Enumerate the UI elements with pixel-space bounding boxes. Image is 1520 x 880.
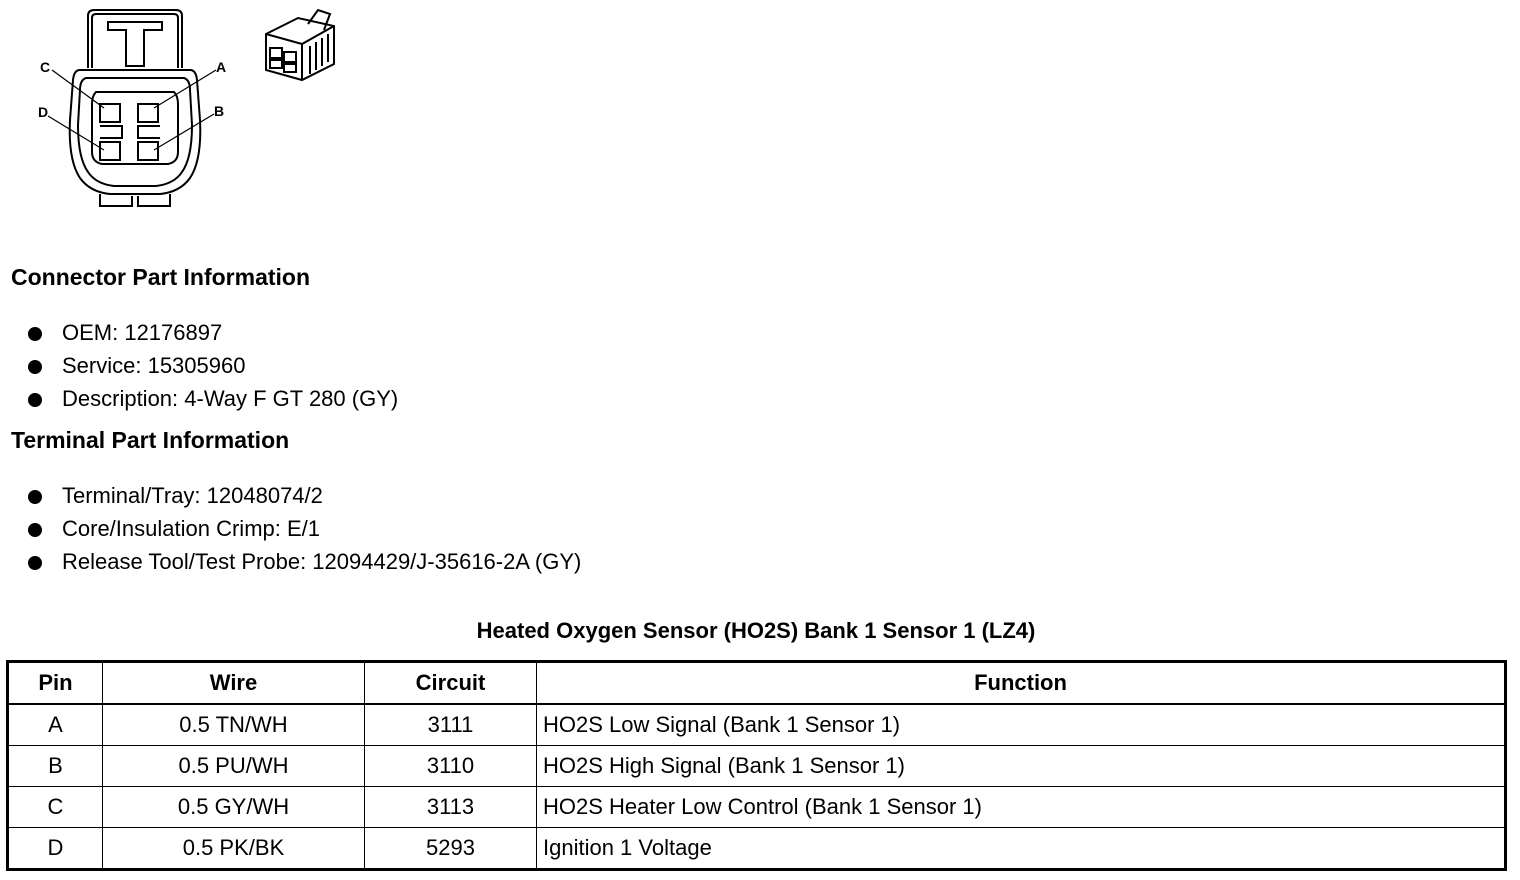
bullet-icon — [28, 523, 42, 537]
list-item: Description: 4-Way F GT 280 (GY) — [28, 386, 398, 419]
cell-circuit: 3113 — [365, 787, 537, 828]
cell-wire: 0.5 GY/WH — [103, 787, 365, 828]
connector-info-list — [28, 320, 398, 419]
bullet-icon — [28, 556, 42, 570]
cell-circuit: 3111 — [365, 704, 537, 746]
pin-label-a: A — [216, 59, 227, 75]
table-row — [8, 704, 1506, 746]
cell-function: HO2S Heater Low Control (Bank 1 Sensor 1) — [537, 787, 1506, 828]
cell-circuit: 5293 — [365, 828, 537, 870]
pin-table — [6, 660, 1507, 871]
list-item: Terminal/Tray: 12048074/2 — [28, 483, 581, 516]
header-wire: Wire — [103, 662, 365, 705]
header-circuit: Circuit — [365, 662, 537, 705]
cell-function: HO2S High Signal (Bank 1 Sensor 1) — [537, 746, 1506, 787]
bullet-icon — [28, 490, 42, 504]
cell-pin: D — [8, 828, 103, 870]
list-item: Release Tool/Test Probe: 12094429/J-35616-2A (GY) — [28, 549, 581, 582]
table-header-row — [8, 662, 1506, 705]
pin-label-b: B — [214, 103, 225, 119]
cell-pin: C — [8, 787, 103, 828]
terminal-info-title: Terminal Part Information — [11, 427, 290, 453]
bullet-icon — [28, 360, 42, 374]
table-row — [8, 787, 1506, 828]
pin-label-d: D — [38, 104, 49, 120]
table-title: Heated Oxygen Sensor (HO2S) Bank 1 Sensor 1 (LZ4) — [476, 618, 1036, 643]
pin-label-c: C — [40, 59, 51, 75]
bullet-icon — [28, 327, 42, 341]
connector-info-title: Connector Part Information — [11, 264, 311, 290]
bullet-icon — [28, 393, 42, 407]
terminal-info-list — [28, 483, 581, 582]
list-item: Service: 15305960 — [28, 353, 398, 386]
cell-function: Ignition 1 Voltage — [537, 828, 1506, 870]
cell-wire: 0.5 PK/BK — [103, 828, 365, 870]
table-row — [8, 746, 1506, 787]
cell-function: HO2S Low Signal (Bank 1 Sensor 1) — [537, 704, 1506, 746]
cell-wire: 0.5 PU/WH — [103, 746, 365, 787]
table-row — [8, 828, 1506, 870]
cell-pin: B — [8, 746, 103, 787]
cell-pin: A — [8, 704, 103, 746]
cell-wire: 0.5 TN/WH — [103, 704, 365, 746]
header-pin: Pin — [8, 662, 103, 705]
connector-diagram — [0, 0, 380, 220]
header-function: Function — [537, 662, 1506, 705]
list-item: Core/Insulation Crimp: E/1 — [28, 516, 581, 549]
cell-circuit: 3110 — [365, 746, 537, 787]
list-item: OEM: 12176897 — [28, 320, 398, 353]
